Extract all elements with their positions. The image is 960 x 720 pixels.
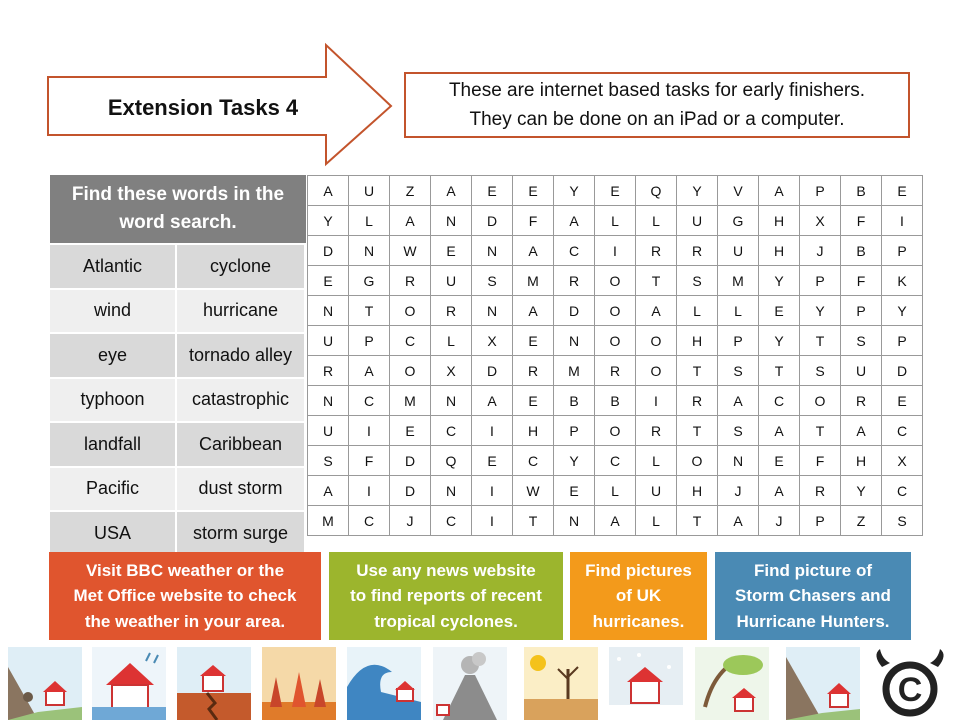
grid-letter: N [349,236,390,266]
grid-letter: T [677,416,718,446]
grid-letter: C [390,326,431,356]
grid-letter: R [308,356,349,386]
grid-letter: A [472,386,513,416]
grid-letter: F [841,206,882,236]
grid-letter: D [308,236,349,266]
grid-letter: R [677,386,718,416]
grid-letter: X [472,326,513,356]
grid-letter: N [308,386,349,416]
grid-letter: P [349,326,390,356]
grid-letter: A [308,476,349,506]
grid-letter: G [349,266,390,296]
grid-letter: F [800,446,841,476]
grid-letter: C [431,506,472,536]
grid-letter: Y [841,476,882,506]
grid-letter: E [759,446,800,476]
grid-letter: E [882,386,923,416]
grid-letter: R [431,296,472,326]
grid-letter: O [595,416,636,446]
grid-letter: A [841,416,882,446]
word-list-item: wind [50,290,177,333]
grid-letter: H [841,446,882,476]
grid-letter: P [800,266,841,296]
word-list-item: Caribbean [177,423,304,466]
grid-letter: C [595,446,636,476]
grid-letter: A [636,296,677,326]
grid-row [308,416,923,446]
grid-letter: E [595,176,636,206]
task-news-website [329,552,563,640]
grid-letter: M [308,506,349,536]
task-bbc-weather [49,552,321,640]
grid-letter: H [677,326,718,356]
grid-letter: K [882,266,923,296]
word-list-heading-line: Find these words in the [71,184,285,205]
grid-letter: F [513,206,554,236]
grid-letter: L [595,476,636,506]
grid-letter: T [513,506,554,536]
grid-letter: L [677,296,718,326]
word-list-item: catastrophic [177,379,304,422]
hurricane-icon [695,647,769,720]
grid-letter: T [349,296,390,326]
grid-letter: O [595,326,636,356]
grid-letter: A [513,236,554,266]
moose-copyright-icon [868,647,952,720]
grid-letter: D [882,356,923,386]
grid-letter: A [554,206,595,236]
grid-letter: O [636,326,677,356]
grid-letter: N [554,326,595,356]
grid-letter: I [595,236,636,266]
grid-letter: C [882,416,923,446]
grid-letter: U [636,476,677,506]
grid-letter: N [431,206,472,236]
word-list-heading [50,175,306,243]
grid-letter: E [308,266,349,296]
word-list-row [50,423,306,468]
grid-letter: M [554,356,595,386]
grid-letter: B [554,386,595,416]
grid-letter: O [636,356,677,386]
grid-letter: S [841,326,882,356]
grid-letter: P [882,236,923,266]
task-line: hurricanes. [592,611,685,631]
grid-letter: J [390,506,431,536]
earthquake-icon [177,647,251,720]
grid-letter: I [472,416,513,446]
grid-letter: T [636,266,677,296]
task-line: to find reports of recent [350,586,542,606]
word-list-item: landfall [50,423,177,466]
grid-letter: R [513,356,554,386]
word-list-item: eye [50,334,177,377]
grid-letter: U [431,266,472,296]
grid-letter: B [841,236,882,266]
word-list [50,245,306,557]
grid-letter: S [472,266,513,296]
grid-letter: U [841,356,882,386]
task-line: Visit BBC weather or the [85,560,285,580]
grid-letter: R [841,386,882,416]
task-line: Storm Chasers and [735,586,891,606]
grid-letter: S [718,416,759,446]
grid-letter: E [513,176,554,206]
grid-letter: C [554,236,595,266]
grid-letter: L [431,326,472,356]
grid-letter: R [554,266,595,296]
grid-letter: C [349,506,390,536]
word-list-item: storm surge [177,512,304,555]
grid-letter: A [759,176,800,206]
grid-letter: I [472,506,513,536]
grid-letter: O [390,296,431,326]
word-list-row [50,512,306,557]
grid-letter: A [595,506,636,536]
grid-letter: Y [554,176,595,206]
grid-letter: O [595,266,636,296]
grid-row [308,506,923,536]
grid-letter: N [718,446,759,476]
grid-letter: R [636,416,677,446]
grid-letter: A [308,176,349,206]
grid-letter: L [636,446,677,476]
grid-row [308,476,923,506]
grid-letter: H [513,416,554,446]
grid-letter: Y [308,206,349,236]
grid-letter: X [800,206,841,236]
grid-letter: E [431,236,472,266]
grid-row [308,176,923,206]
grid-letter: A [718,386,759,416]
grid-letter: J [759,506,800,536]
grid-letter: P [800,176,841,206]
task-line: of UK [615,586,662,606]
grid-letter: O [800,386,841,416]
grid-row [308,266,923,296]
word-list-heading-line: word search. [119,212,237,233]
grid-letter: L [718,296,759,326]
grid-letter: O [595,296,636,326]
grid-letter: Y [554,446,595,476]
task-line: Use any news website [356,560,536,580]
grid-letter: G [718,206,759,236]
grid-letter: P [841,296,882,326]
grid-letter: H [677,476,718,506]
page-title: Extension Tasks 4 [107,95,299,120]
grid-letter: T [800,416,841,446]
grid-letter: I [349,416,390,446]
grid-letter: D [554,296,595,326]
word-list-row [50,468,306,513]
grid-letter: S [677,266,718,296]
grid-letter: A [513,296,554,326]
grid-letter: Y [882,296,923,326]
grid-letter: F [349,446,390,476]
landslide-icon [786,647,860,720]
grid-row [308,236,923,266]
tsunami-icon [347,647,421,720]
grid-letter: N [472,296,513,326]
grid-letter: M [513,266,554,296]
task-line: Find picture of [753,560,873,580]
grid-letter: P [718,326,759,356]
word-list-row [50,290,306,335]
grid-letter: U [677,206,718,236]
grid-letter: D [472,356,513,386]
grid-letter: L [595,206,636,236]
grid-letter: C [882,476,923,506]
task-uk-hurricanes [570,552,707,640]
grid-letter: A [349,356,390,386]
grid-row [308,326,923,356]
grid-letter: R [800,476,841,506]
task-line: Hurricane Hunters. [736,611,890,631]
grid-letter: O [677,446,718,476]
grid-letter: R [390,266,431,296]
task-line: Met Office website to check [73,586,297,606]
grid-letter: S [718,356,759,386]
grid-letter: L [636,206,677,236]
grid-letter: V [718,176,759,206]
grid-letter: R [636,236,677,266]
grid-letter: T [677,506,718,536]
grid-letter: Q [636,176,677,206]
grid-letter: N [431,476,472,506]
grid-letter: A [390,206,431,236]
task-line: tropical cyclones. [374,611,518,631]
grid-letter: D [390,476,431,506]
landslide-icon [8,647,82,720]
grid-letter: F [841,266,882,296]
grid-letter: C [431,416,472,446]
grid-letter: P [882,326,923,356]
grid-letter: U [718,236,759,266]
info-line: They can be done on an iPad or a computer. [469,109,845,130]
flood-storm-icon [92,647,166,720]
grid-letter: T [677,356,718,386]
grid-letter: S [800,356,841,386]
grid-letter: A [718,506,759,536]
word-list-item: typhoon [50,379,177,422]
word-list-item: Atlantic [50,245,177,288]
grid-letter: R [595,356,636,386]
grid-letter: B [595,386,636,416]
grid-row [308,206,923,236]
word-list-item: cyclone [177,245,304,288]
word-list-item: dust storm [177,468,304,511]
info-box [404,72,910,138]
grid-letter: Q [431,446,472,476]
grid-row [308,446,923,476]
grid-letter: W [513,476,554,506]
grid-letter: U [308,416,349,446]
grid-letter: H [759,236,800,266]
grid-letter: D [472,206,513,236]
word-list-row [50,245,306,290]
grid-letter: J [718,476,759,506]
grid-letter: C [349,386,390,416]
grid-letter: E [513,386,554,416]
grid-letter: E [472,176,513,206]
blizzard-icon [609,647,683,720]
grid-letter: E [513,326,554,356]
task-storm-chasers [715,552,911,640]
word-list-item: hurricane [177,290,304,333]
word-list-item: tornado alley [177,334,304,377]
grid-letter: M [390,386,431,416]
grid-row [308,386,923,416]
grid-letter: P [800,506,841,536]
svg-text:C: C [897,671,923,709]
grid-letter: X [431,356,472,386]
grid-letter: M [718,266,759,296]
grid-letter: E [759,296,800,326]
grid-letter: E [882,176,923,206]
grid-letter: L [349,206,390,236]
grid-letter: S [882,506,923,536]
grid-letter: T [800,326,841,356]
grid-letter: B [841,176,882,206]
grid-row [308,296,923,326]
grid-letter: U [349,176,390,206]
grid-letter: Z [390,176,431,206]
grid-letter: A [759,476,800,506]
grid-letter: I [882,206,923,236]
grid-letter: L [636,506,677,536]
grid-letter: Y [759,266,800,296]
grid-letter: J [800,236,841,266]
grid-letter: Y [800,296,841,326]
word-list-row [50,379,306,424]
grid-letter: I [636,386,677,416]
grid-letter: E [472,446,513,476]
grid-letter: Z [841,506,882,536]
grid-letter: N [554,506,595,536]
info-line: These are internet based tasks for early finishers. [448,80,866,101]
grid-letter: E [554,476,595,506]
grid-letter: O [390,356,431,386]
grid-letter: P [554,416,595,446]
grid-letter: R [677,236,718,266]
grid-letter: Y [677,176,718,206]
grid-row [308,356,923,386]
grid-letter: N [472,236,513,266]
grid-letter: E [390,416,431,446]
grid-letter: A [759,416,800,446]
word-list-item: USA [50,512,177,555]
grid-letter: S [308,446,349,476]
grid-letter: D [390,446,431,476]
task-line: Find pictures [585,560,692,580]
grid-letter: N [308,296,349,326]
grid-letter: C [759,386,800,416]
drought-icon [524,647,598,720]
grid-letter: Y [759,326,800,356]
grid-letter: C [513,446,554,476]
task-line: the weather in your area. [84,611,286,631]
grid-letter: N [431,386,472,416]
grid-letter: H [759,206,800,236]
grid-letter: X [882,446,923,476]
grid-letter: T [759,356,800,386]
grid-letter: W [390,236,431,266]
word-list-item: Pacific [50,468,177,511]
word-search-grid [307,175,923,536]
grid-letter: A [431,176,472,206]
grid-letter: U [308,326,349,356]
volcano-icon [433,647,507,720]
grid-letter: I [472,476,513,506]
word-list-row [50,334,306,379]
wildfire-icon [262,647,336,720]
grid-letter: I [349,476,390,506]
